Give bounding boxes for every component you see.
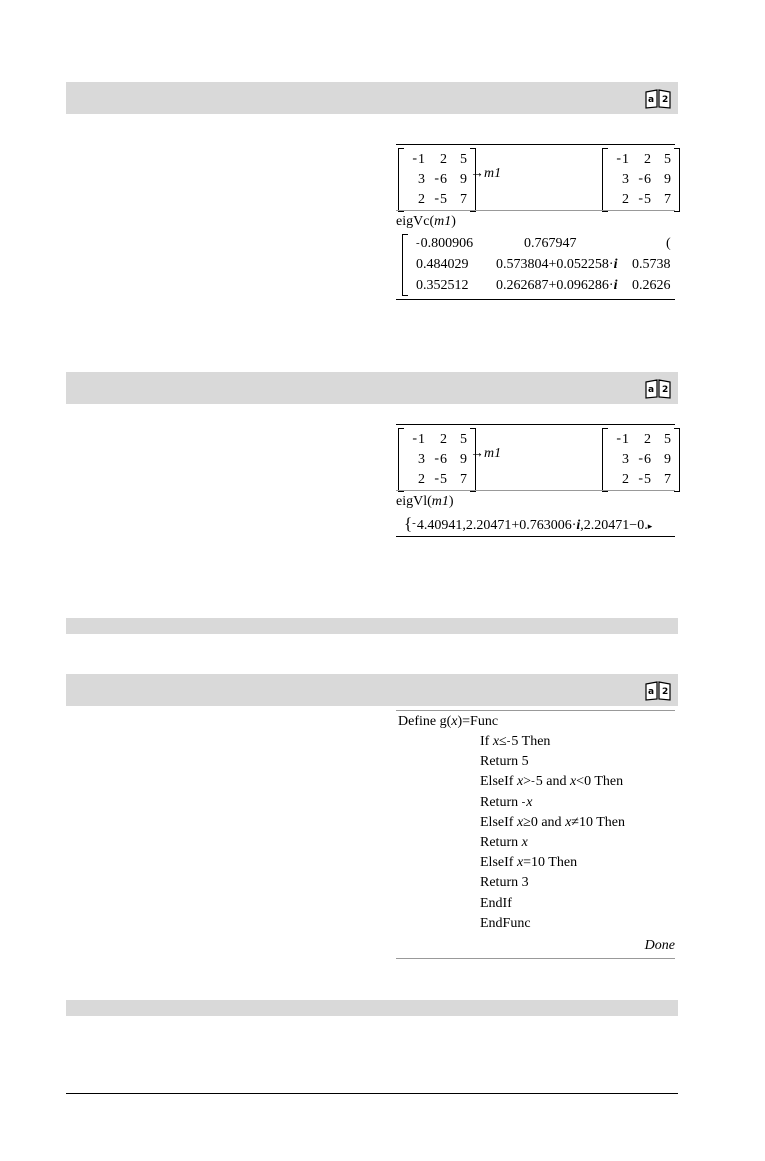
divider [396,958,675,959]
divider [396,536,675,537]
matrix-cell: 2 [622,192,629,207]
divider [396,424,675,425]
define-header-line: Define g(x)=Func [398,714,499,729]
code-line: Return 5 [480,754,529,770]
matrix-cell: 3 [418,172,425,187]
code-line: ElseIf x=10 Then [480,855,578,871]
output-cell: 0.262687+0.096286·i [496,278,618,293]
output-cell: 0.2626 [632,278,671,293]
svg-text:2: 2 [662,385,669,395]
store-arrow: →m1 [470,166,502,181]
output-cell: 0.5738 [632,257,671,272]
section-header-define [66,674,678,706]
function-body [480,732,625,934]
section-header-eigvc [66,82,678,114]
section-header-eigvl [66,372,678,404]
code-line: Return x [480,834,528,850]
footer-rule [66,1093,678,1094]
svg-text:a: a [648,687,655,697]
store-variable: m1 [484,166,502,181]
matrix-m1-input [398,148,476,212]
done-result: Done [644,938,675,953]
section-separator-bar [66,618,678,634]
matrix-cell: 5 [460,152,467,167]
code-line: EndIf [480,895,512,911]
define-example-panel [396,710,675,960]
book-icon [644,379,672,399]
matrix-cell: -6 [434,171,447,187]
code-line: ElseIf x>-5 and x<0 Then [480,774,624,790]
book-icon [644,681,672,701]
matrix-cell: 9 [460,172,467,187]
eigvl-output: {-4.40941,2.20471+0.763006·i,2.20471−0.▸ [404,514,653,533]
matrix-cell: 5 [664,152,671,167]
output-cell: 0.484029 [416,257,469,272]
eigvl-command: eigVl(m1) [396,494,454,509]
divider [396,710,675,711]
svg-text:2: 2 [662,95,669,105]
eigvc-example-panel [396,144,675,300]
store-arrow: →m1 [470,446,502,461]
output-cell: 0.573804+0.052258·i [496,257,618,272]
matrix-cell: 2 [418,192,425,207]
matrix-cell: 3 [622,172,629,187]
matrix-cell: 2 [440,152,447,167]
output-cell: 0.767947 [524,236,577,251]
matrix-m1-result: -1 2 5 3 -6 9 2 -5 7 [602,428,680,492]
code-line: ElseIf x≥0 and x≠10 Then [480,814,625,830]
svg-text:2: 2 [662,687,669,697]
divider [396,490,675,491]
matrix-cell: -6 [638,171,651,187]
eigvc-output-matrix [402,234,675,296]
matrix-cell: 7 [664,192,671,207]
matrix-m1-result [602,148,680,212]
matrix-cell: 9 [664,172,671,187]
output-cell: 0.352512 [416,278,469,293]
section-separator-bar [66,1000,678,1016]
eigvc-command: eigVc(m1) [396,214,456,229]
matrix-cell: -1 [616,151,629,167]
divider [396,144,675,145]
divider [396,210,675,211]
book-icon [644,89,672,109]
matrix-cell: -1 [412,151,425,167]
matrix-cell: 2 [644,152,651,167]
matrix-cell: -5 [638,191,651,207]
matrix-cell: -5 [434,191,447,207]
divider [396,299,675,300]
code-line: If x≤-5 Then [480,734,551,749]
eigvl-example-panel [396,424,675,538]
output-cell: ( [666,236,671,251]
matrix-cell: 7 [460,192,467,207]
code-line: Return 3 [480,875,529,891]
code-line: EndFunc [480,915,531,931]
output-cell: -0.800906 [416,236,474,251]
svg-text:a: a [648,95,655,105]
matrix-m1-input: -1 2 5 3 -6 9 2 -5 7 [398,428,476,492]
code-line: Return -x [480,794,533,810]
svg-text:a: a [648,385,655,395]
